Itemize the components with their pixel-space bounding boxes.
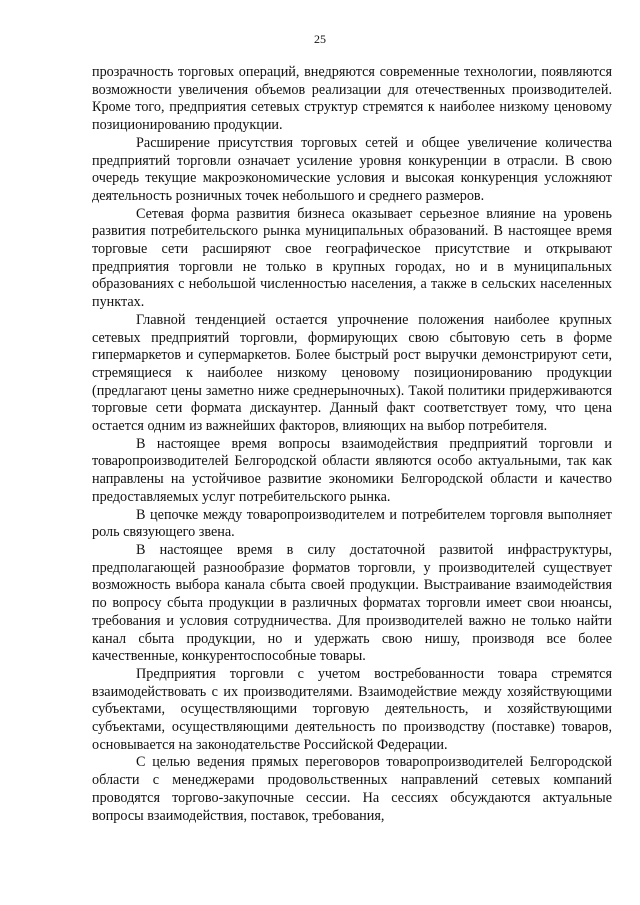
paragraph: В цепочке между товаропроизводителем и потребителем торговля выполняет роль связующего звена. bbox=[92, 506, 612, 541]
paragraph: Предприятия торговли с учетом востребованности товара стремятся взаимодействовать с их производителями. Взаимодействие между хозяйствующими субъектами, осуществляющими торговую деятельность, и хозяйствующими субъектами, осуществляющими деятельность по производству (поставке) товаров, основывается на законодательстве Российской Федерации. bbox=[92, 665, 612, 753]
paragraph: С целью ведения прямых переговоров товаропроизводителей Белгородской области с менеджерами продовольственных направлений сетевых компаний проводятся торгово-закупочные сессии. На сессиях обсуждаются актуальные вопросы взаимодействия, поставок, требования, bbox=[92, 754, 612, 824]
paragraph: прозрачность торговых операций, внедряются современные технологии, появляются возможности увеличения объемов реализации для отечественных производителей. Кроме того, предприятия сетевых структур стремятся к наиболее низкому ценовому позиционированию продукции. bbox=[92, 64, 612, 134]
document-body bbox=[92, 64, 612, 825]
paragraph: Расширение присутствия торговых сетей и общее увеличение количества предприятий торговли означает усиление уровня конкуренции в отрасли. В свою очередь текущие макроэкономические условия и высокая конкуренция усложняют деятельность розничных точек небольшого и среднего размеров. bbox=[92, 134, 612, 204]
paragraph: Сетевая форма развития бизнеса оказывает серьезное влияние на уровень развития потребительского рынка муниципальных образований. В настоящее время торговые сети расширяют свое географическое присутствие и открывают предприятия торговли не только в крупных городах, но и в муниципальных образованиях с небольшой численностью населения, а также в сельских населенных пунктах. bbox=[92, 205, 612, 311]
page-number: 25 bbox=[314, 32, 326, 46]
paragraph: Главной тенденцией остается упрочнение положения наиболее крупных сетевых предприятий торговли, формирующих свою сбытовую сеть в форме гипермаркетов и супермаркетов. Более быстрый рост выручки демонстрируют сети, стремящиеся к наиболее низкому ценовому позиционированию продукции (предлагают цены заметно ниже среднерыночных). Такой политики придерживаются торговые сети формата дискаунтер. Данный факт соответствует тому, что цена остается одним из важнейших факторов, влияющих на выбор потребителя. bbox=[92, 311, 612, 435]
paragraph: В настоящее время вопросы взаимодействия предприятий торговли и товаропроизводителей Белгородской области являются особо актуальными, так как направлены на устойчивое развитие экономики Белгородской области и качество предоставляемых услуг потребительского рынка. bbox=[92, 435, 612, 505]
paragraph: В настоящее время в силу достаточной развитой инфраструктуры, предполагающей разнообразие форматов торговли, у производителей существует возможность выбора канала сбыта своей продукции. Выстраивание взаимодействия по вопросу сбыта продукции в различных форматах торговли имеет свои нюансы, требования и условия сотрудничества. Для производителей важно не только найти канал сбыта продукции, но и удержать свою нишу, производя все более качественные, конкурентоспособные товары. bbox=[92, 541, 612, 665]
